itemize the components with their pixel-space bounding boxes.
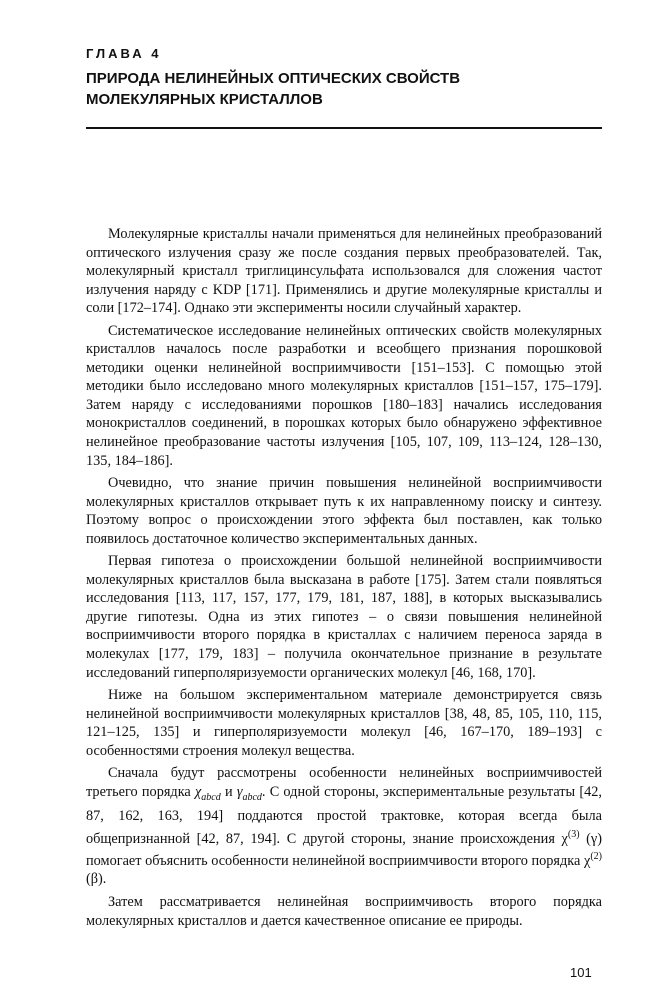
chi3-symbol: $\chi^{(3)}$ [561, 828, 580, 847]
chapter-title [86, 68, 586, 110]
paragraph-6-text: и [220, 783, 237, 800]
chapter-title-line: МОЛЕКУЛЯРНЫХ КРИСТАЛЛОВ [86, 91, 323, 108]
paragraph-1: Молекулярные кристаллы начали применяться для нелинейных преобразований оптического излучения сразу же после создания первых преобразователей. Так, молекулярный кристалл триглицинсульфата использовался для сложения частот излучения наряду с KDP [171]. Применялись и другие молекулярные кристаллы и соли [172–174]. Однако эти эксперименты носили случайный характер. [86, 226, 602, 317]
chi-abcd-text: $\chi_{abcd}$ [194, 783, 221, 803]
paragraph-3: Очевидно, что знание причин повышения нелинейной восприимчивости молекулярных кристаллов открывает путь к их направленному поиску и синтезу. Поэтому вопрос о происхождении этого эффекта был поставлен, как только появилось достаточное количество экспериментальных данных. [86, 475, 602, 547]
chi-abcd-symbol [194, 783, 221, 803]
title-rule [86, 127, 602, 129]
paragraph-4: Первая гипотеза о происхождении большой нелинейной восприимчивости молекулярных кристаллов была высказана в работе [175]. Затем стали появляться исследования [113, 117, 157, 177, 179, 181, 187, 188], в которых высказывались другие гипотезы. Одна из этих гипотез – о связи повышения нелинейной восприимчивости второго порядка в кристаллах с наличием переноса заряда в молекулах [177, 179, 183] – получила окончательное признание в результате исследований гиперполяризуемости органических молекул [46, 168, 170]. [86, 553, 602, 681]
body-text [86, 225, 602, 930]
paragraph-2: Систематическое исследование нелинейных оптических свойств молекулярных кристаллов началось после разработки и всеобщего признания порошковой методики оценки нелинейной восприимчивости [151–153]. С помощью этой методики было исследовано много молекулярных кристаллов [151–157, 175–179]. Затем наряду с исследованиями порошков [180–183] начались исследования монокристаллов соединений, в порошках которых было обнаружено эффективное нелинейное преобразование частоты излучения [105, 107, 109, 113–124, 128–130, 135, 184–186]. [86, 322, 602, 469]
paragraph-6-text: помогает объяснить особенности нелинейной восприимчивости второго порядка [86, 852, 584, 869]
chapter-title-line: ПРИРОДА НЕЛИНЕЙНЫХ ОПТИЧЕСКИХ СВОЙСТВ [86, 70, 461, 87]
gamma-abcd-text: $\gamma_{abcd}$ [236, 783, 262, 803]
gamma-abcd-symbol [236, 783, 262, 803]
chapter-label: ГЛАВА 4 [86, 46, 162, 61]
paragraph-6-text: Сначала будут рассмотрены особенности нелинейных восприимчивостей третьего порядка [86, 765, 602, 800]
paragraph-7: Затем рассматривается нелинейная восприимчивость второго порядка молекулярных кристаллов и дается качественное описание ее природы. [86, 893, 602, 929]
paragraph-6 [86, 764, 602, 889]
paragraph-6-text: . С одной стороны, экспериментальные результаты [42, 87, 162, 163, 194] поддаются простой трактовке, которая всегда была общепризнанной [42, 87, 194]. С другой стороны, знание происхождения [86, 783, 602, 847]
paragraph-6-text: (β). [86, 871, 107, 888]
page-number: 101 [570, 965, 592, 980]
paragraph-5: Ниже на большом экспериментальном материале демонстрируется связь нелинейной восприимчивости молекулярных кристаллов [38, 48, 85, 105, 110, 115, 121–125, 135] и гиперполяризуемости молекул [46, 167–170, 189–193] с особенностями строения молекул вещества. [86, 687, 602, 759]
paragraph-6-text: (γ) [579, 830, 602, 847]
chi2-symbol: $\chi^{(2)}$ [583, 851, 602, 869]
